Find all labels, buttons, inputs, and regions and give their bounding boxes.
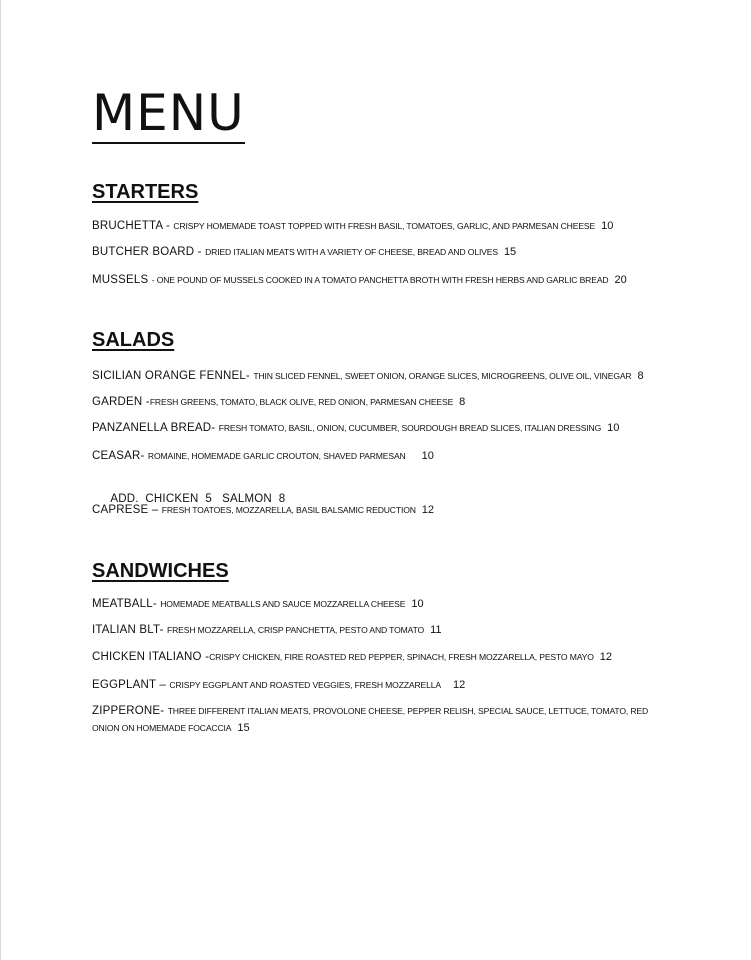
menu-item (92, 596, 712, 613)
item-description: FRESH TOMATO, BASIL, ONION, CUCUMBER, SOURDOUGH BREAD SLICES, ITALIAN DRESSING (218, 423, 602, 433)
item-name: MUSSELS (92, 274, 152, 286)
item-name: ZIPPERONE- (92, 705, 168, 717)
menu-item (92, 448, 712, 465)
item-description: CRISPY HOMEMADE TOAST TOPPED WITH FRESH BASIL, TOMATOES, GARLIC, AND PARMESAN CHEESE (173, 221, 596, 231)
item-description: HOMEMADE MEATBALLS AND SAUCE MOZZARELLA CHEESE (160, 599, 406, 609)
item-name: BUTCHER BOARD - (92, 246, 206, 258)
item-description: THREE DIFFERENT ITALIAN MEATS, PROVOLONE CHEESE, PEPPER RELISH, SPECIAL SAUCE, LETTUCE, TOMATO, RED ONION ON HOMEMADE FOCACCIA (92, 706, 649, 733)
section-starters (92, 182, 712, 292)
item-description: THIN SLICED FENNEL, SWEET ONION, ORANGE SLICES, MICROGREENS, OLIVE OIL, VINEGAR (253, 371, 632, 381)
section-heading: SANDWICHES (92, 560, 229, 582)
menu-title: MENU (92, 84, 245, 142)
item-description: FRESH MOZZARELLA, CRISP PANCHETTA, PESTO AND TOMATO (167, 625, 425, 635)
menu-item (92, 420, 712, 437)
menu-item (92, 272, 712, 289)
item-description: - ONE POUND OF MUSSELS COOKED IN A TOMATO PANCHETTA BROTH WITH FRESH HERBS AND GARLIC BREAD (151, 275, 609, 285)
item-name: BRUCHETTA - (92, 220, 174, 232)
addon-line: ADD. CHICKEN 5 SALMON 8 (110, 493, 286, 505)
menu-item (92, 244, 712, 261)
item-price: 8 (637, 370, 644, 382)
item-name: CEASAR- (92, 450, 148, 462)
item-price: 11 (430, 624, 442, 636)
item-price: 20 (614, 274, 627, 286)
item-price: 15 (237, 722, 250, 734)
menu-item (92, 394, 712, 411)
menu-item (92, 502, 712, 519)
item-name: SICILIAN ORANGE FENNEL- (92, 370, 254, 382)
item-price: 10 (601, 220, 614, 232)
item-price: 8 (459, 396, 466, 408)
item-description: CRISPY CHICKEN, FIRE ROASTED RED PEPPER, SPINACH, FRESH MOZZARELLA, PESTO MAYO (209, 652, 594, 662)
section-sandwiches (92, 561, 712, 751)
item-name: CHICKEN ITALIANO - (92, 651, 210, 663)
item-name: CAPRESE – (92, 504, 162, 516)
item-name: PANZANELLA BREAD- (92, 422, 219, 434)
item-price: 10 (421, 450, 434, 462)
menu-item (92, 703, 667, 737)
menu-item (92, 677, 712, 694)
item-name: ITALIAN BLT- (92, 624, 168, 636)
item-price: 10 (411, 598, 424, 610)
item-description: CRISPY EGGPLANT AND ROASTED VEGGIES, FRESH MOZZARELLA (169, 680, 441, 690)
menu-item (92, 368, 712, 385)
item-price: 12 (421, 504, 435, 516)
item-description: DRIED ITALIAN MEATS WITH A VARIETY OF CHEESE, BREAD AND OLIVES (205, 247, 498, 257)
item-name: MEATBALL- (92, 598, 161, 610)
menu-item (92, 622, 712, 639)
item-price: 15 (503, 246, 517, 258)
section-heading: STARTERS (92, 181, 199, 203)
item-price: 10 (607, 422, 620, 434)
menu-item (92, 649, 712, 666)
item-description: FRESH TOATOES, MOZZARELLA, BASIL BALSAMIC REDUCTION (161, 505, 416, 515)
item-name: EGGPLANT – (92, 679, 170, 691)
item-price: 12 (452, 679, 466, 691)
section-salads (92, 330, 712, 525)
item-description: FRESH GREENS, TOMATO, BLACK OLIVE, RED ONION, PARMESAN CHEESE (149, 397, 454, 407)
item-description: ROMAINE, HOMEMADE GARLIC CROUTON, SHAVED PARMESAN (147, 451, 406, 461)
item-name: GARDEN - (92, 396, 150, 408)
item-price: 12 (599, 651, 613, 663)
menu-item (92, 218, 712, 235)
section-heading: SALADS (92, 329, 175, 351)
